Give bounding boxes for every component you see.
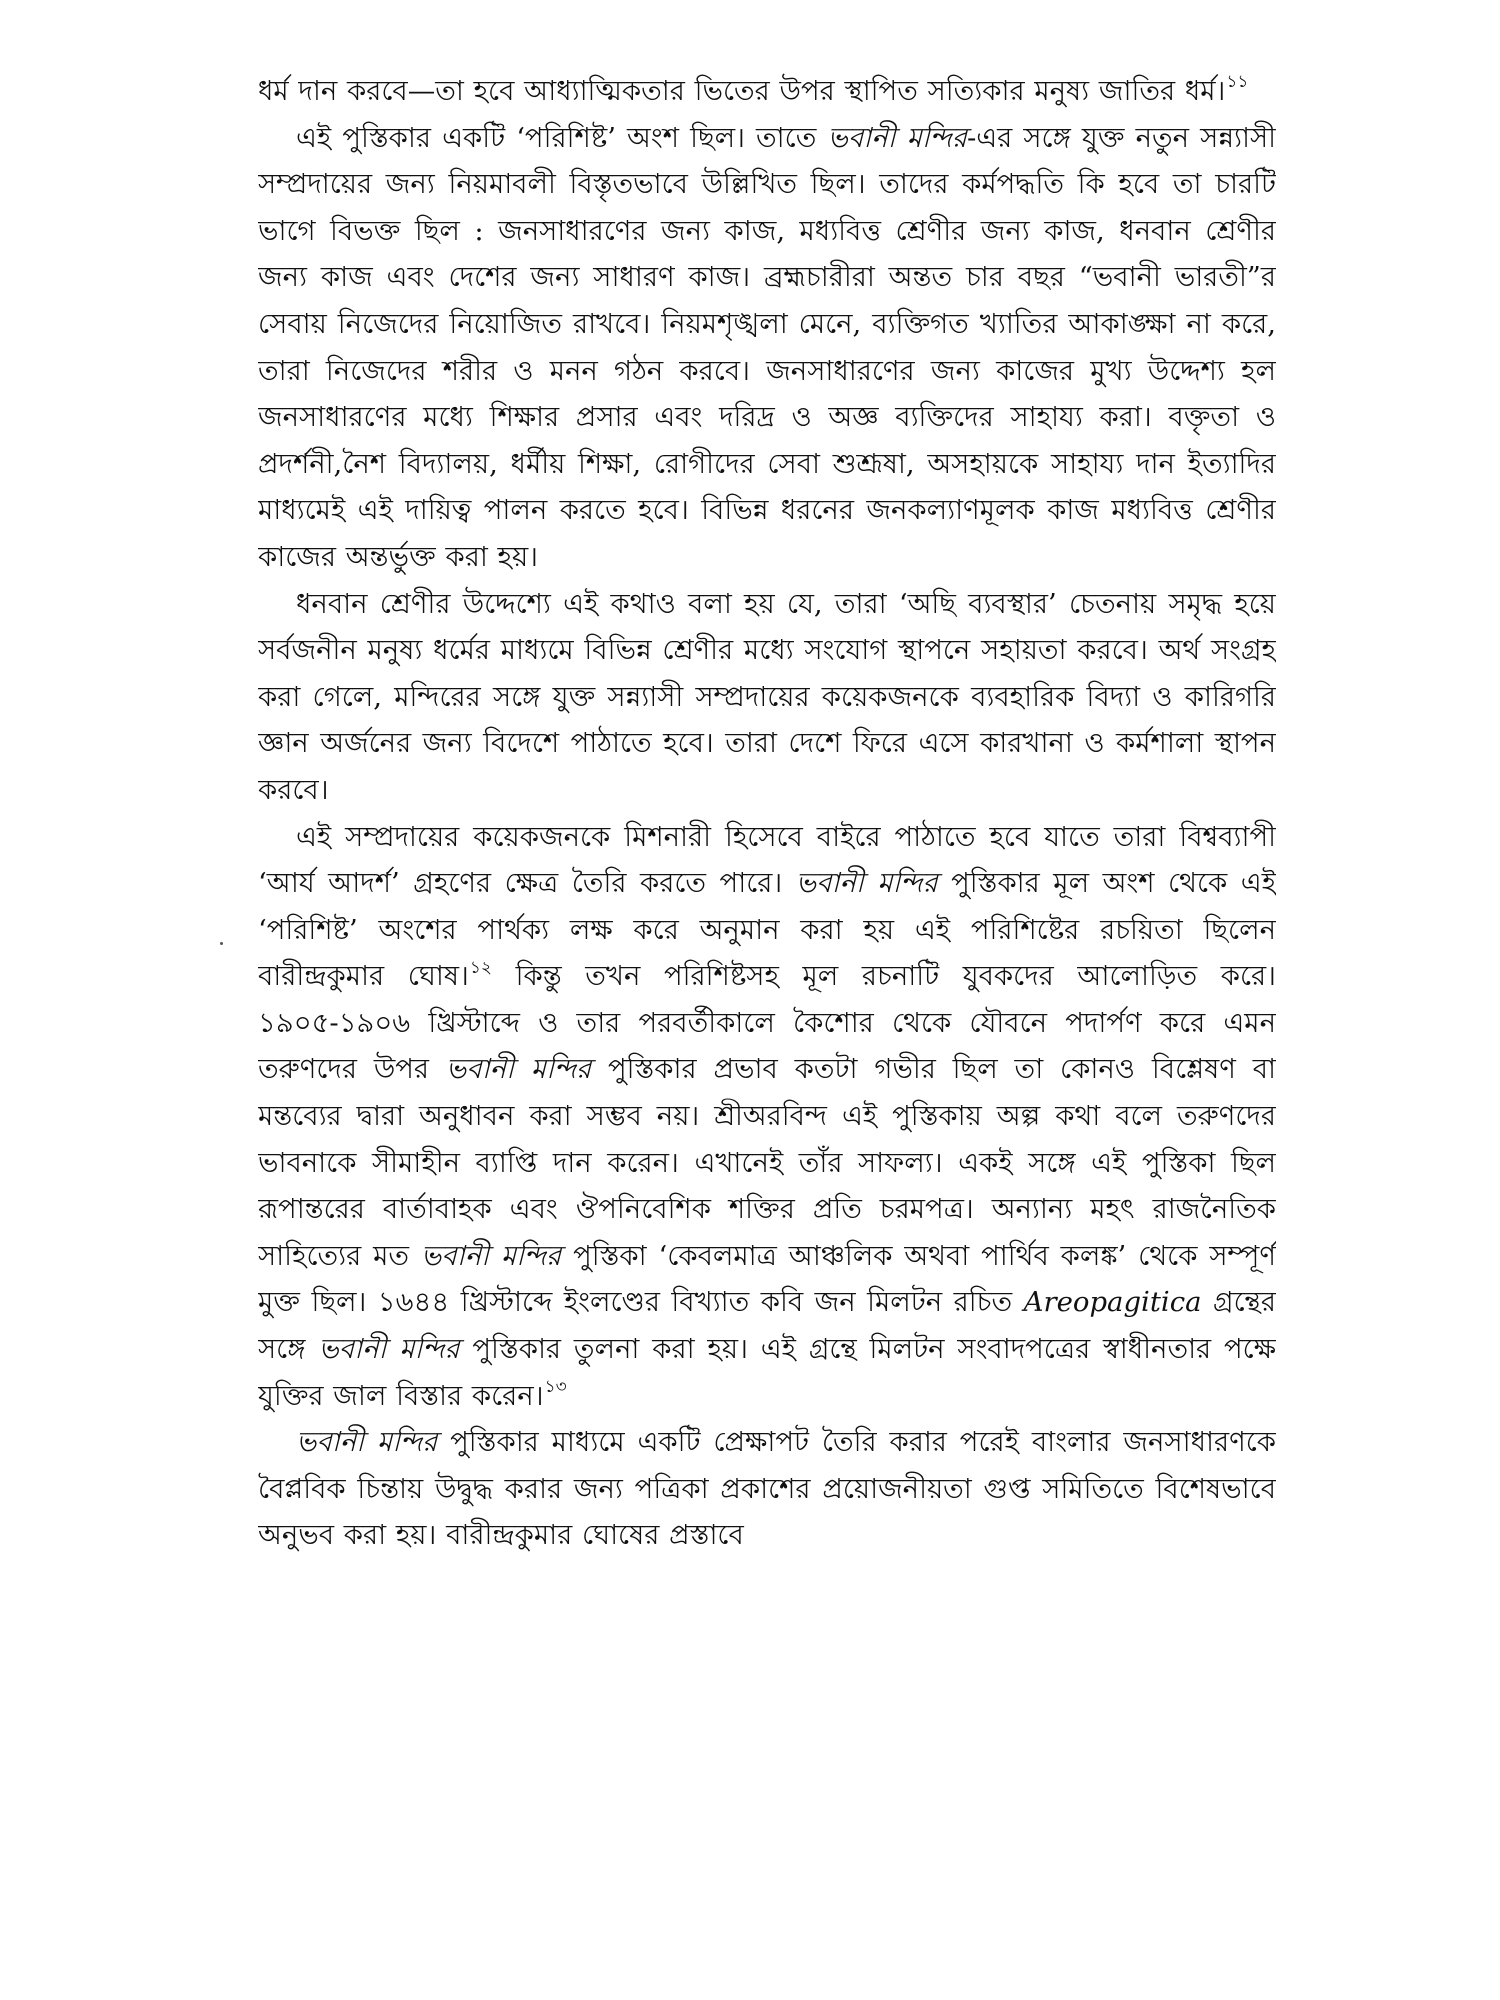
italic-title: ভবানী মন্দির — [445, 1053, 592, 1086]
paragraph-mission — [258, 814, 1276, 1420]
italic-title: ভবানী মন্দির — [827, 121, 967, 154]
italic-title: ভবানী মন্দির — [296, 1426, 438, 1459]
text-run: পুস্তিকার মূল অংশ থেকে এই ‘পরিশিষ্ট’ অংশের পার্থক্য লক্ষ করে অনুমান করা হয় এই পরিশিষ্টের রচয়িতা ছিলেন বারীন্দ্রকুমার ঘোষ। — [258, 867, 1276, 993]
text-run: পুস্তিকার মাধ্যমে একটি প্রেক্ষাপট তৈরি করার পরেই বাংলার জনসাধারণকে বৈপ্লবিক চিন্তায় উদ্বুদ্ধ করার জন্য পত্রিকা প্রকাশের প্রয়োজনীয়তা গুপ্ত সমিতিতে বিশেষভাবে অনুভব করা হয়। বারীন্দ্রকুমার ঘোষের প্রস্তাবে — [258, 1426, 1276, 1552]
text-run: ধর্ম দান করবে—তা হবে আধ্যাত্মিকতার ভিতের উপর স্থাপিত সত্যিকার মনুষ্য জাতির ধর্ম। — [258, 75, 1226, 107]
text-run: -এর সঙ্গে যুক্ত নতুন সন্ন্যাসী সম্প্রদায়ের জন্য নিয়মাবলী বিস্তৃতভাবে উল্লিখিত ছিল। তাদের কর্মপদ্ধতি কি হবে তা চারটি ভাগে বিভক্ত ছিল : জনসাধারণের জন্য কাজ, মধ্যবিত্ত শ্রেণীর জন্য কাজ, ধনবান শ্রেণীর জন্য কাজ এবং দেশের জন্য সাধারণ কাজ। ব্রহ্মচারীরা অন্তত চার বছর “ভবানী ভারতী”র সেবায় নিজেদের নিয়োজিত রাখবে। নিয়মশৃঙ্খলা মেনে, ব্যক্তিগত খ্যাতির আকাঙ্ক্ষা না করে, তারা নিজেদের শরীর ও মনন গঠন করবে। জনসাধারণের জন্য কাজের মুখ্য উদ্দেশ্য হল জনসাধারণের মধ্যে শিক্ষার প্রসার এবং দরিদ্র ও অজ্ঞ ব্যক্তিদের সাহায্য করা। বক্তৃতা ও প্রদর্শনী,নৈশ বিদ্যালয়, ধর্মীয় শিক্ষা, রোগীদের সেবা শুশ্রূষা, অসহায়কে সাহায্য দান ইত্যাদির মাধ্যমেই এই দায়িত্ব পালন করতে হবে। বিভিন্ন ধরনের জনকল্যাণমূলক কাজ মধ্যবিত্ত শ্রেণীর কাজের অন্তর্ভুক্ত করা হয়। — [258, 121, 1276, 573]
italic-title: ভবানী মন্দির — [420, 1239, 562, 1272]
paragraph-continuation — [258, 68, 1276, 115]
italic-title: ভবানী মন্দির — [318, 1333, 460, 1366]
italic-title: Areopagitica — [1023, 1286, 1202, 1319]
text-run: গ্রন্থের সঙ্গে — [258, 1286, 1276, 1366]
text-run: এই পুস্তিকার একটি ‘পরিশিষ্ট’ অংশ ছিল। তাতে — [296, 121, 828, 154]
text-run: পুস্তিকার প্রভাব কতটা গভীর ছিল তা কোনও বিশ্লেষণ বা মন্তব্যের দ্বারা অনুধাবন করা সম্ভব নয়। শ্রীঅরবিন্দ এই পুস্তিকায় অল্প কথা বলে তরুণদের ভাবনাকে সীমাহীন ব্যাপ্তি দান করেন। এখানেই তাঁর সাফল্য। একই সঙ্গে এই পুস্তিকা ছিল রূপান্তরের বার্তাবাহক এবং ঔপনিবেশিক শক্তির প্রতি চরমপত্র। অন্যান্য মহৎ রাজনৈতিক সাহিত্যের মত — [258, 1053, 1276, 1272]
text-run: ধনবান শ্রেণীর উদ্দেশ্যে এই কথাও বলা হয় যে, তারা ‘অছি ব্যবস্থার’ চেতনায় সমৃদ্ধ হয়ে সর্বজনীন মনুষ্য ধর্মের মাধ্যমে বিভিন্ন শ্রেণীর মধ্যে সংযোগ স্থাপনে সহায়তা করবে। অর্থ সংগ্রহ করা গেলে, মন্দিরের সঙ্গে যুক্ত সন্ন্যাসী সম্প্রদায়ের কয়েকজনকে ব্যবহারিক বিদ্যা ও কারিগরি জ্ঞান অর্জনের জন্য বিদেশে পাঠাতে হবে। তারা দেশে ফিরে এসে কারখানা ও কর্মশালা স্থাপন করবে। — [258, 587, 1276, 806]
text-run: পুস্তিকার তুলনা করা হয়। এই গ্রন্থে মিলটন সংবাদপত্রের স্বাধীনতার পক্ষে যুক্তির জাল বিস্তার করেন। — [258, 1333, 1276, 1412]
scan-speck — [220, 942, 223, 945]
text-run: কিন্তু তখন পরিশিষ্টসহ মূল রচনাটি যুবকদের আলোড়িত করে। ১৯০৫-১৯০৬ খ্রিস্টাব্দে ও তার পরবর্তীকালে কৈশোর থেকে যৌবনে পদার্পণ করে এমন তরুণদের উপর — [258, 960, 1276, 1086]
paragraph-patrika — [258, 1419, 1276, 1559]
text-run: এই সম্প্রদায়ের কয়েকজনকে মিশনারী হিসেবে বাইরে পাঠাতে হবে যাতে তারা বিশ্বব্যাপী ‘আর্য আদর্শ’ গ্রহণের ক্ষেত্র তৈরি করতে পারে। — [258, 820, 1276, 900]
paragraph-parishishta — [258, 115, 1276, 581]
paragraph-dhanaban — [258, 581, 1276, 814]
footnote-marker: ১৩ — [544, 1376, 567, 1397]
document-page — [258, 68, 1276, 1928]
text-run: পুস্তিকা ‘কেবলমাত্র আঞ্চলিক অথবা পার্থিব কলঙ্ক’ থেকে সম্পূর্ণ মুক্ত ছিল। ১৬৪৪ খ্রিস্টাব্দে ইংলণ্ডের বিখ্যাত কবি জন মিলটন রচিত — [258, 1239, 1276, 1319]
footnote-marker: ১২ — [469, 957, 492, 978]
footnote-marker: ১১ — [1226, 72, 1249, 93]
italic-title: ভবানী মন্দির — [795, 867, 938, 900]
